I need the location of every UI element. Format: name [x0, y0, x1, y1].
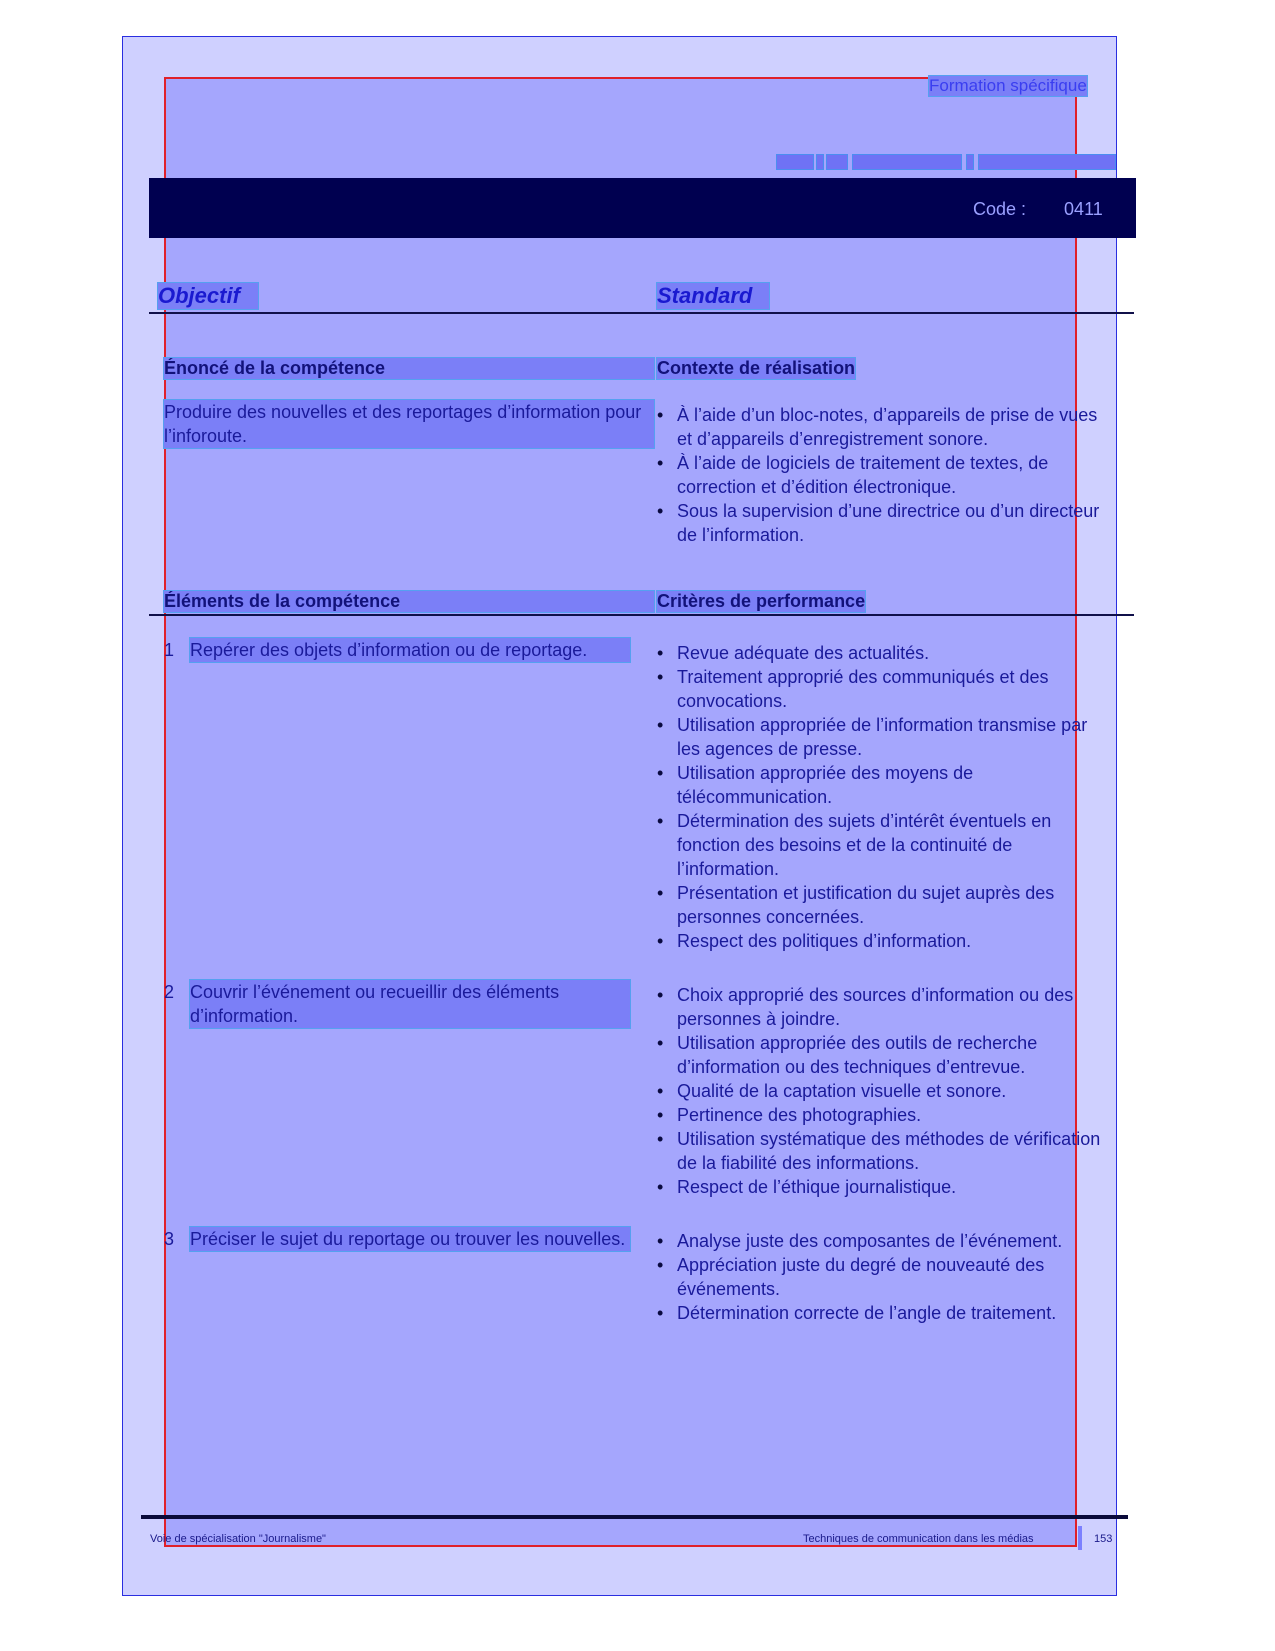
criteria-heading: Critères de performance: [657, 591, 866, 611]
elements-heading: Éléments de la compétence: [164, 591, 654, 612]
criteria-list-1: [655, 641, 1115, 953]
list-item: • Pertinence des photographies.: [655, 1103, 1115, 1127]
list-item: • Choix approprié des sources d’information ou des personnes à joindre.: [655, 983, 1115, 1031]
element-3: [164, 1227, 654, 1275]
page-number: 153: [1094, 1533, 1113, 1545]
column-heading-standard: Standard: [657, 283, 769, 309]
competence-heading: Énoncé de la compétence: [164, 358, 654, 379]
list-item: • Analyse juste des composantes de l’événement.: [655, 1229, 1120, 1253]
list-item: • À l’aide d’un bloc-notes, d’appareils de prise de vues et d’appareils d’enregistrement sonore.: [655, 403, 1110, 451]
criteria-list-2: [655, 983, 1115, 1199]
code-value: 0411: [1064, 199, 1103, 219]
element-2: [164, 980, 654, 1028]
competence-statement: Produire des nouvelles et des reportages d’information pour l’inforoute.: [164, 400, 654, 448]
context-list: [655, 403, 1110, 547]
code-block: [973, 199, 1103, 220]
criteria-list-3: [655, 1229, 1120, 1325]
code-label: Code :: [973, 199, 1027, 219]
list-item: • Revue adéquate des actualités.: [655, 641, 1115, 665]
page-marker: [1078, 1526, 1082, 1550]
list-item: • Utilisation appropriée de l’information transmise par les agences de presse.: [655, 713, 1115, 761]
list-item: • Respect de l’éthique journalistique.: [655, 1175, 1115, 1199]
element-number: 3: [164, 1229, 175, 1249]
list-item: • Utilisation systématique des méthodes de vérification de la fiabilité des informations.: [655, 1127, 1115, 1175]
element-number: 1: [164, 640, 175, 660]
list-item: • Détermination des sujets d’intérêt éventuels en fonction des besoins et de la continuité de l’information.: [655, 809, 1115, 881]
element-1: [164, 638, 654, 686]
list-item: • Qualité de la captation visuelle et sonore.: [655, 1079, 1115, 1103]
element-text: Repérer des objets d’information ou de reportage.: [190, 638, 630, 662]
list-item: • Présentation et justification du sujet auprès des personnes concernées.: [655, 881, 1115, 929]
list-item: • Appréciation juste du degré de nouveauté des événements.: [655, 1253, 1120, 1301]
element-text: Couvrir l’événement ou recueillir des éléments d’information.: [190, 980, 630, 1028]
list-item: • Traitement approprié des communiqués et des convocations.: [655, 665, 1115, 713]
footer-left: Voie de spécialisation "Journalisme": [150, 1533, 326, 1545]
column-heading-objectif: Objectif: [158, 283, 258, 309]
element-number: 2: [164, 982, 175, 1002]
section-rule: [149, 614, 1134, 616]
element-text: Préciser le sujet du reportage ou trouver les nouvelles.: [190, 1227, 630, 1251]
list-item: • À l’aide de logiciels de traitement de textes, de correction et d’édition électronique.: [655, 451, 1110, 499]
context-heading: Contexte de réalisation: [657, 358, 856, 378]
footer-right: Techniques de communication dans les médias: [803, 1533, 1034, 1545]
header-decoration: [776, 154, 1116, 170]
header-title: Formation spécifique: [929, 76, 1087, 95]
list-item: • Utilisation appropriée des outils de recherche d’information ou des techniques d’entrevue.: [655, 1031, 1115, 1079]
list-item: • Utilisation appropriée des moyens de télécommunication.: [655, 761, 1115, 809]
heading-rule: [149, 312, 1134, 314]
list-item: • Détermination correcte de l’angle de traitement.: [655, 1301, 1120, 1325]
list-item: • Sous la supervision d’une directrice ou d’un directeur de l’information.: [655, 499, 1110, 547]
footer-rule: [141, 1515, 1128, 1519]
list-item: • Respect des politiques d’information.: [655, 929, 1115, 953]
